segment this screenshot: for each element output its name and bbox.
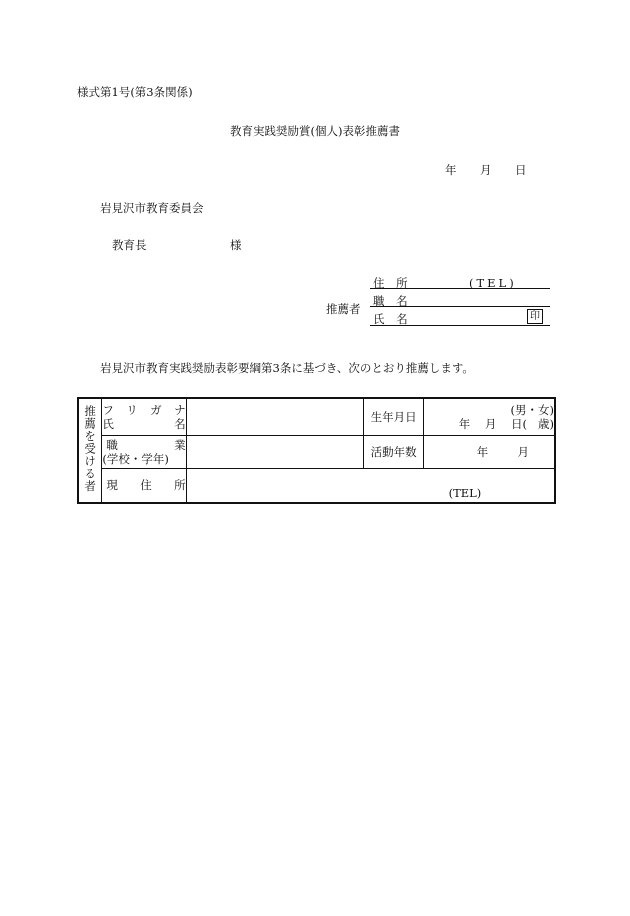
- nominee-table: [77, 397, 556, 504]
- birth-date-line: 年 月 日( 歳): [458, 416, 554, 431]
- nominee-tel: (TEL): [448, 486, 482, 500]
- form-number: 様式第1号(第3条関係): [77, 85, 193, 99]
- gender-options: (男・女): [510, 402, 554, 417]
- activity-label: 活動年数: [370, 444, 417, 459]
- activity-label-cell: [364, 435, 424, 468]
- address-label: 住 所: [373, 276, 412, 290]
- position-underline: [370, 306, 550, 307]
- addressee-honorific: 様: [230, 238, 242, 252]
- side-header: 推薦を受ける者: [83, 405, 98, 493]
- statement-text: [100, 361, 474, 375]
- date-year: 年: [445, 163, 457, 177]
- address-label-cell: [102, 468, 186, 503]
- recommender-tel-label: (TEL): [469, 276, 517, 290]
- addressee-org: 岩見沢市教育委員会: [100, 201, 204, 215]
- current-address-label: 現 住 所: [106, 478, 186, 493]
- table-row: [78, 398, 555, 435]
- current-address-field[interactable]: [186, 468, 555, 503]
- page-title: 教育実践奨励賞(個人)表彰推薦書: [230, 124, 400, 138]
- furigana-name-label-cell: [102, 398, 186, 435]
- occupation-field[interactable]: [186, 435, 364, 468]
- addressee-position: 教育長: [112, 238, 147, 252]
- occupation-label: 職 業: [106, 437, 186, 452]
- birth-label: 生年月日: [370, 409, 417, 424]
- address-underline: [370, 288, 550, 289]
- table-row: [78, 435, 555, 468]
- date-month: 月: [480, 163, 492, 177]
- side-header-cell: [78, 398, 102, 503]
- date-day: 日: [515, 163, 527, 177]
- birth-label-cell: [364, 398, 424, 435]
- nominee-name-label: 氏 名: [102, 416, 186, 431]
- school-year-label: (学校・学年): [102, 451, 169, 466]
- activity-years-line: 年 月: [476, 444, 529, 459]
- table-row: [78, 468, 555, 503]
- name-underline: [370, 325, 550, 326]
- activity-field[interactable]: [424, 435, 555, 468]
- birth-field[interactable]: [424, 398, 555, 435]
- name-label: 氏 名: [373, 312, 412, 326]
- seal-mark: 印: [527, 309, 543, 324]
- statement: 岩見沢市教育実践奨励表彰要綱第3条に基づき、次のとおり推薦します。: [100, 361, 474, 375]
- occupation-label-cell: [102, 435, 186, 468]
- position-label: 職 名: [373, 294, 412, 308]
- recommender-label: 推薦者: [326, 302, 361, 316]
- name-field[interactable]: [186, 398, 364, 435]
- furigana-label: フ リ ガ ナ: [102, 402, 186, 417]
